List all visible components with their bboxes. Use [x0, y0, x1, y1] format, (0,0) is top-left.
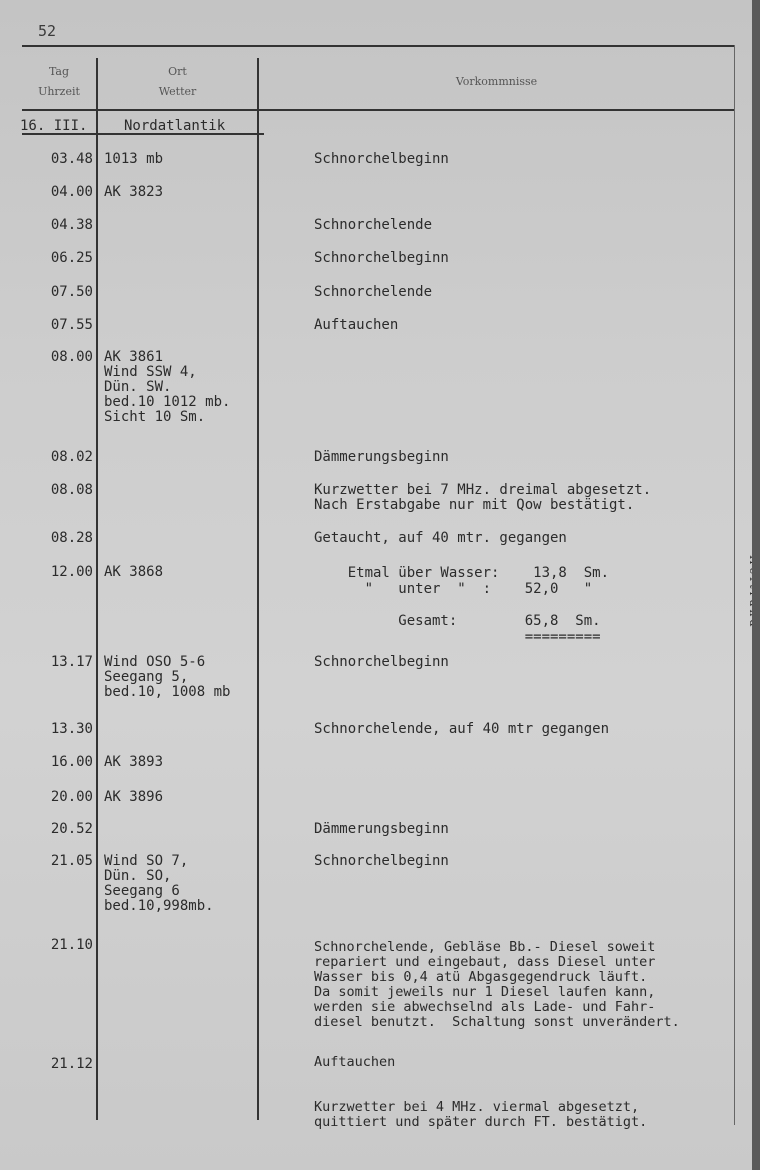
entry-event: Schnorchelbeginn	[314, 654, 449, 670]
right-border-rule	[734, 45, 735, 1125]
location-cell: Nordatlantik	[124, 118, 226, 134]
entry-time: 06.25	[50, 250, 93, 266]
entry-event: Schnorchelbeginn	[314, 151, 449, 167]
entry-time: 08.02	[50, 449, 93, 465]
entry-event: Schnorchelende	[314, 217, 433, 233]
entry-event: Schnorchelbeginn	[314, 250, 449, 266]
entry-time: 03.48	[50, 151, 93, 167]
header-ort-wetter	[98, 62, 257, 102]
page-number: 52	[38, 22, 57, 40]
entry-time: 04.00	[50, 184, 93, 200]
header-uhrzeit: Uhrzeit	[38, 85, 80, 98]
header-top-rule	[22, 45, 734, 47]
entry-ort: AK 3868	[104, 564, 164, 580]
entry-time: 21.12	[50, 1056, 93, 1072]
entry-ort: Wind OSO 5-6 Seegang 5, bed.10, 1008 mb	[104, 654, 231, 700]
entry-time: 16.00	[50, 754, 93, 770]
entry-event: Getaucht, auf 40 mtr. gegangen	[314, 530, 567, 546]
entry-time: 07.50	[50, 284, 93, 300]
entry-event: Schnorchelende	[314, 284, 433, 300]
date-cell: 16. III.	[20, 118, 88, 134]
header-tag-uhrzeit	[22, 62, 96, 102]
entry-event: Auftauchen	[314, 317, 399, 333]
column-rule-1	[96, 58, 98, 1120]
entry-event-long: Schnorchelende, Gebläse Bb.- Diesel soweit repariert und eingebaut, dass Diesel unter Wasser bis 0,4 atü Abgasgegendruck läuft. Da somit jeweils nur 1 Diesel laufen kann, werden sie abwechselnd als Lade- und Fahr- diesel benutzt. Schaltung sonst unverändert.	[314, 939, 680, 1030]
header-tag: Tag	[48, 65, 70, 78]
entry-time: 12.00	[50, 564, 93, 580]
entry-event: Auftauchen Kurzwetter bei 4 MHz. viermal abgesetzt, quittiert und später durch FT. bestätigt.	[314, 1054, 648, 1130]
entry-time: 08.28	[50, 530, 93, 546]
header-wetter: Wetter	[158, 85, 197, 98]
entry-time: 20.00	[50, 789, 93, 805]
entry-event: Schnorchelbeginn	[314, 853, 449, 869]
entry-time: 08.08	[50, 482, 93, 498]
entry-time: 21.05	[50, 853, 93, 869]
entry-ort: AK 3861 Wind SSW 4, Dün. SW. bed.10 1012 mb. Sicht 10 Sm.	[104, 349, 231, 425]
entry-time: 20.52	[50, 821, 93, 837]
entry-time: 07.55	[50, 317, 93, 333]
entry-event: Schnorchelende, auf 40 mtr gegangen	[314, 721, 610, 737]
entry-event-etmal: Etmal über Wasser: 13,8 Sm. " unter " : 52,0 " Gesamt: 65,8 Sm. =========	[347, 565, 610, 645]
entry-time: 08.00	[50, 349, 93, 365]
header-vorkommnisse: Vorkommnisse	[455, 75, 538, 88]
page-edge	[752, 0, 760, 1170]
column-rule-2	[257, 58, 259, 1120]
entry-time: 21.10	[50, 937, 93, 953]
entry-ort: AK 3823	[104, 184, 164, 200]
entry-event: Dämmerungsbeginn	[314, 449, 449, 465]
entry-ort: AK 3896	[104, 789, 164, 805]
header-bottom-rule	[22, 109, 734, 111]
entry-ort: Wind SO 7, Dün. SO, Seegang 6 bed.10,998mb.	[104, 853, 214, 914]
entry-time: 13.17	[50, 654, 93, 670]
entry-time: 13.30	[50, 721, 93, 737]
entry-time: 04.38	[50, 217, 93, 233]
entry-ort: 1013 mb	[104, 151, 164, 167]
entry-event: Dämmerungsbeginn	[314, 821, 449, 837]
entry-event: Kurzwetter bei 7 MHz. dreimal abgesetzt. Nach Erstabgabe nur mit Qow bestätigt.	[314, 482, 652, 513]
header-ort: Ort	[168, 65, 187, 78]
entry-ort: AK 3893	[104, 754, 164, 770]
